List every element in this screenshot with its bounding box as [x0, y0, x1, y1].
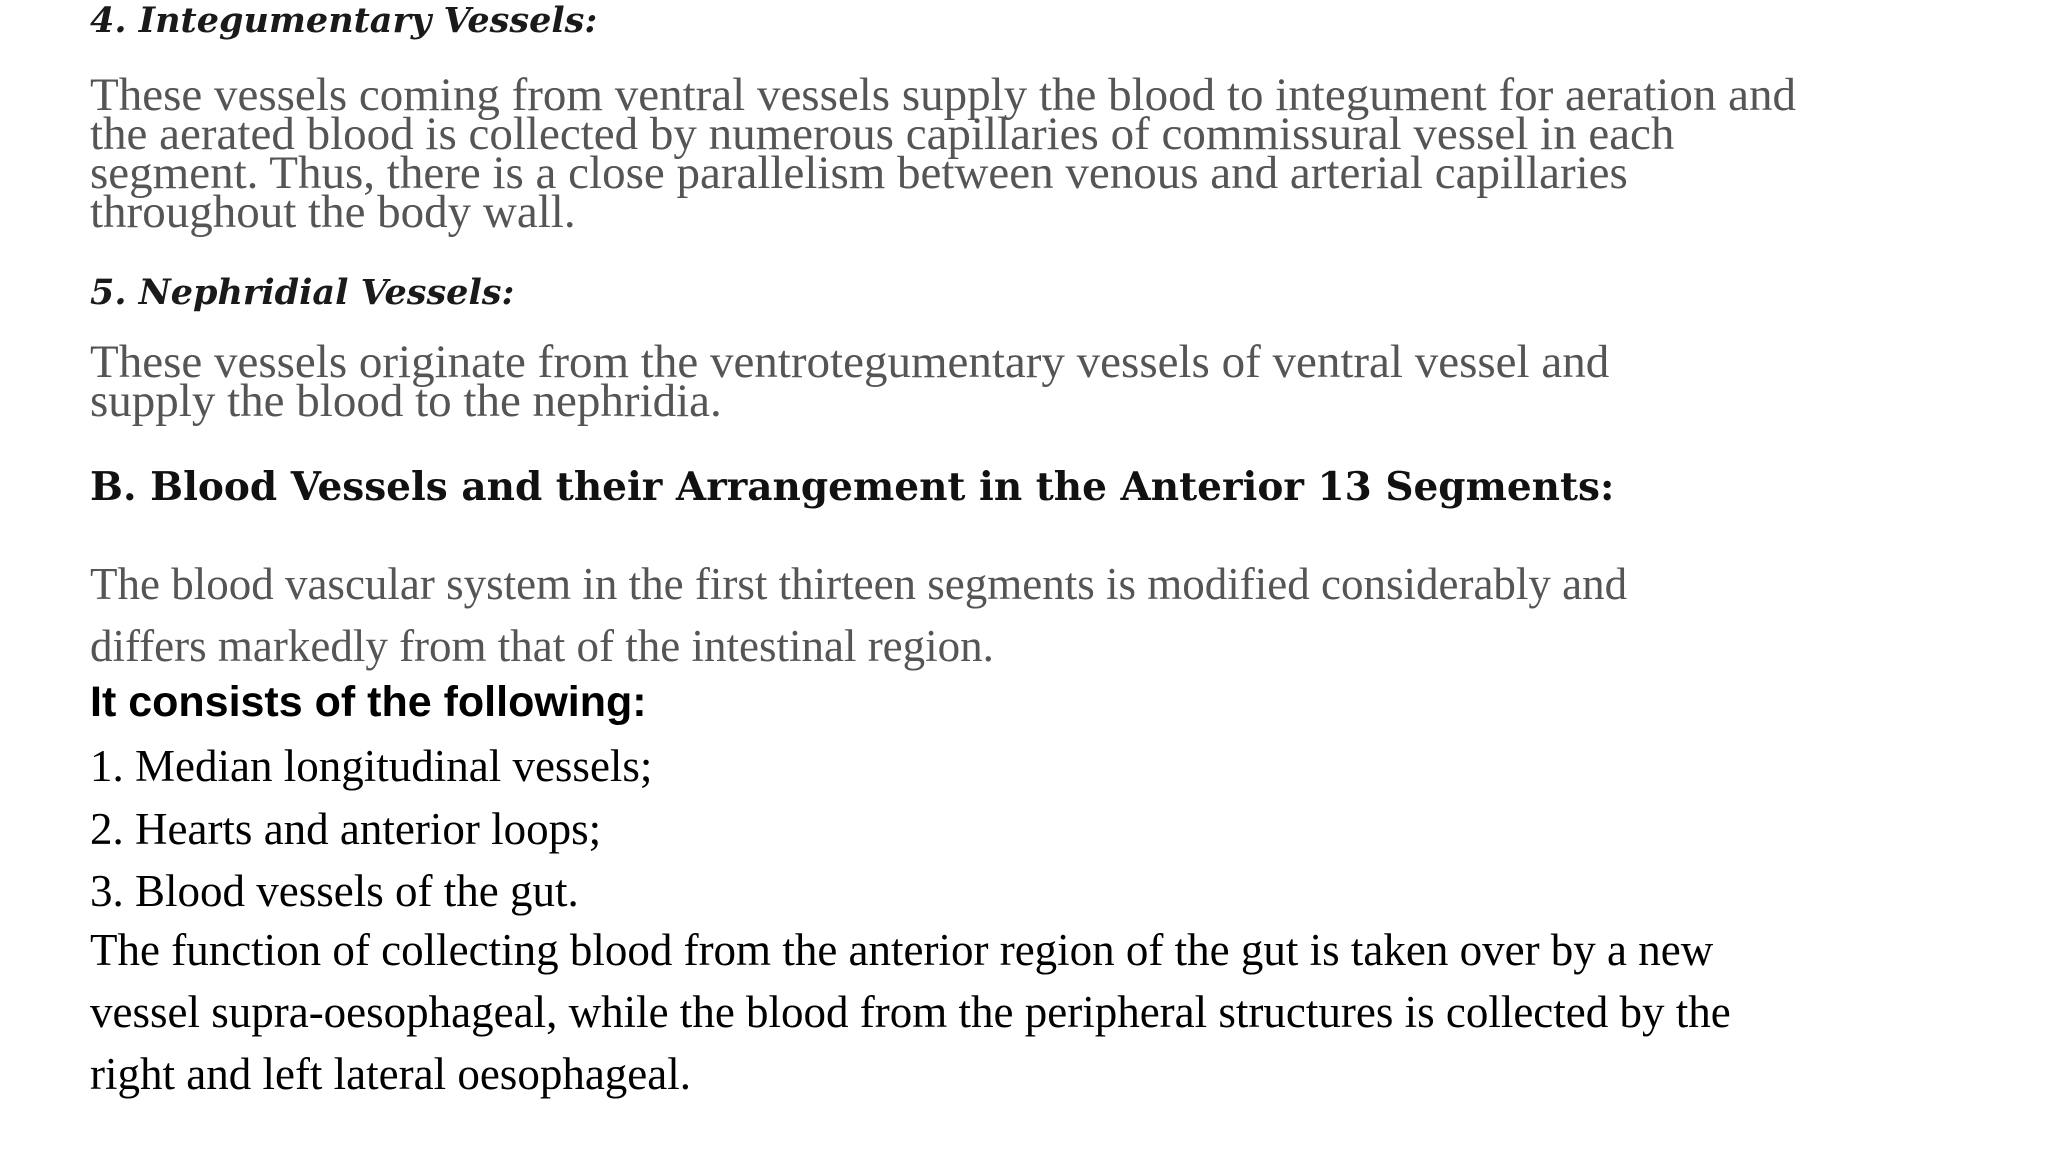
section-b-heading: B. Blood Vessels and their Arrangement in the Anterior 13 Segments: — [90, 464, 1615, 510]
closing-paragraph — [90, 919, 1731, 1105]
paragraph-line: These vessels coming from ventral vessels supply the blood to integument for aeration and — [90, 69, 1796, 121]
paragraph-line: right and left lateral oesophageal. — [90, 1049, 691, 1099]
list-lead: It consists of the following: — [90, 678, 647, 726]
paragraph-line: throughout the body wall. — [90, 186, 576, 238]
paragraph-line: supply the blood to the nephridia. — [90, 375, 722, 427]
paragraph-line: vessel supra-oesophageal, while the blood from the peripheral structures is collected by the — [90, 987, 1731, 1037]
paragraph-line: The blood vascular system in the first thirteen segments is modified considerably and — [90, 559, 1628, 609]
list-item: 3. Blood vessels of the gut. — [90, 866, 579, 916]
integumentary-paragraph — [90, 69, 1796, 238]
paragraph-line: segment. Thus, there is a close parallelism between venous and arterial capillaries — [90, 147, 1628, 199]
list-item: 2. Hearts and anterior loops; — [90, 804, 602, 854]
paragraph-line: the aerated blood is collected by numerous capillaries of commissural vessel in each — [90, 108, 1675, 160]
paragraph-line: differs markedly from that of the intestinal region. — [90, 621, 994, 671]
integumentary-heading: 4. Integumentary Vessels: — [90, 0, 598, 41]
paragraph-line: The function of collecting blood from the anterior region of the gut is taken over by a new — [90, 925, 1714, 975]
list-item: 1. Median longitudinal vessels; — [90, 741, 653, 791]
nephridial-paragraph — [90, 336, 1610, 427]
nephridial-heading: 5. Nephridial Vessels: — [90, 272, 515, 313]
section-b-intro — [90, 553, 1627, 677]
paragraph-line: These vessels originate from the ventrotegumentary vessels of ventral vessel and — [90, 336, 1610, 388]
